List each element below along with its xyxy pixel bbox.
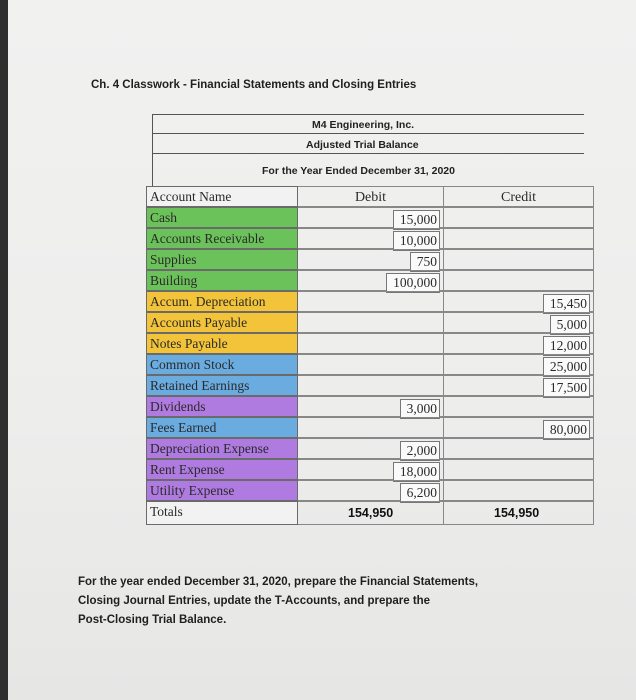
total-debit-cell xyxy=(298,501,444,525)
table-row xyxy=(146,291,594,312)
debit-value: 15,000 xyxy=(393,210,440,230)
debit-cell xyxy=(298,438,444,459)
total-credit: 154,950 xyxy=(494,506,540,520)
statement-period: For the Year Ended December 31, 2020 xyxy=(262,165,455,177)
credit-value: 25,000 xyxy=(543,357,590,377)
credit-cell xyxy=(444,333,594,354)
account-name: Depreciation Expense xyxy=(146,438,298,459)
account-name: Accum. Depreciation xyxy=(146,291,298,312)
table-row xyxy=(146,480,594,501)
debit-value: 6,200 xyxy=(400,483,440,503)
debit-cell xyxy=(298,375,444,396)
table-row xyxy=(146,396,594,417)
instruction-line: For the year ended December 31, 2020, prepare the Financial Statements, xyxy=(78,576,479,588)
credit-cell xyxy=(444,354,594,375)
credit-cell xyxy=(444,249,594,270)
debit-cell xyxy=(298,417,444,438)
debit-cell xyxy=(298,459,444,480)
table-row xyxy=(146,228,594,249)
table-row xyxy=(146,207,594,228)
debit-cell xyxy=(298,228,444,249)
credit-cell xyxy=(444,480,594,501)
total-credit-cell xyxy=(444,501,594,525)
credit-value: 12,000 xyxy=(543,336,590,356)
table-row xyxy=(146,333,594,354)
debit-cell xyxy=(298,333,444,354)
credit-value: 15,450 xyxy=(543,294,590,314)
instruction-line: Post-Closing Trial Balance. xyxy=(78,614,227,626)
credit-cell xyxy=(444,270,594,291)
debit-cell xyxy=(298,396,444,417)
table-row xyxy=(146,417,594,438)
header-rule xyxy=(152,153,584,154)
credit-value: 17,500 xyxy=(543,378,590,398)
account-name: Utility Expense xyxy=(146,480,298,501)
page-heading: Ch. 4 Classwork - Financial Statements and Closing Entries xyxy=(91,79,417,91)
credit-cell xyxy=(444,396,594,417)
debit-cell xyxy=(298,354,444,375)
header-left-rule xyxy=(152,114,153,186)
account-name: Accounts Receivable xyxy=(146,228,298,249)
credit-cell xyxy=(444,228,594,249)
table-row xyxy=(146,459,594,480)
table-row xyxy=(146,270,594,291)
account-name: Common Stock xyxy=(146,354,298,375)
debit-value: 100,000 xyxy=(386,273,440,293)
totals-row xyxy=(146,501,594,525)
table-row xyxy=(146,438,594,459)
credit-cell xyxy=(444,438,594,459)
table-row xyxy=(146,312,594,333)
account-name: Fees Earned xyxy=(146,417,298,438)
account-name: Cash xyxy=(146,207,298,228)
credit-cell xyxy=(444,417,594,438)
header-rule xyxy=(152,133,584,134)
account-name: Rent Expense xyxy=(146,459,298,480)
debit-value: 3,000 xyxy=(400,399,440,419)
credit-cell xyxy=(444,459,594,480)
table-row xyxy=(146,375,594,396)
debit-cell xyxy=(298,480,444,501)
credit-value: 5,000 xyxy=(550,315,590,335)
debit-value: 10,000 xyxy=(393,231,440,251)
account-name: Accounts Payable xyxy=(146,312,298,333)
col-header-debit: Debit xyxy=(298,186,444,207)
account-name: Supplies xyxy=(146,249,298,270)
table-row xyxy=(146,354,594,375)
company-name: M4 Engineering, Inc. xyxy=(312,119,415,131)
credit-cell xyxy=(444,375,594,396)
credit-cell xyxy=(444,207,594,228)
instructions xyxy=(78,573,478,630)
instruction-line: Closing Journal Entries, update the T-Accounts, and prepare the xyxy=(78,595,431,607)
account-name: Retained Earnings xyxy=(146,375,298,396)
statement-title: Adjusted Trial Balance xyxy=(306,139,419,151)
debit-cell xyxy=(298,291,444,312)
debit-cell xyxy=(298,270,444,291)
debit-cell xyxy=(298,249,444,270)
total-debit: 154,950 xyxy=(348,506,394,520)
debit-value: 18,000 xyxy=(393,462,440,482)
credit-cell xyxy=(444,312,594,333)
account-name: Building xyxy=(146,270,298,291)
totals-label: Totals xyxy=(146,501,298,525)
account-name: Notes Payable xyxy=(146,333,298,354)
credit-cell xyxy=(444,291,594,312)
debit-cell xyxy=(298,312,444,333)
col-header-account: Account Name xyxy=(146,186,298,207)
credit-value: 80,000 xyxy=(543,420,590,440)
table-row xyxy=(146,249,594,270)
header-rule xyxy=(152,114,584,115)
table-header-row xyxy=(146,186,594,207)
debit-value: 2,000 xyxy=(400,441,440,461)
debit-cell xyxy=(298,207,444,228)
col-header-credit: Credit xyxy=(444,186,594,207)
debit-value: 750 xyxy=(410,252,440,272)
account-name: Dividends xyxy=(146,396,298,417)
